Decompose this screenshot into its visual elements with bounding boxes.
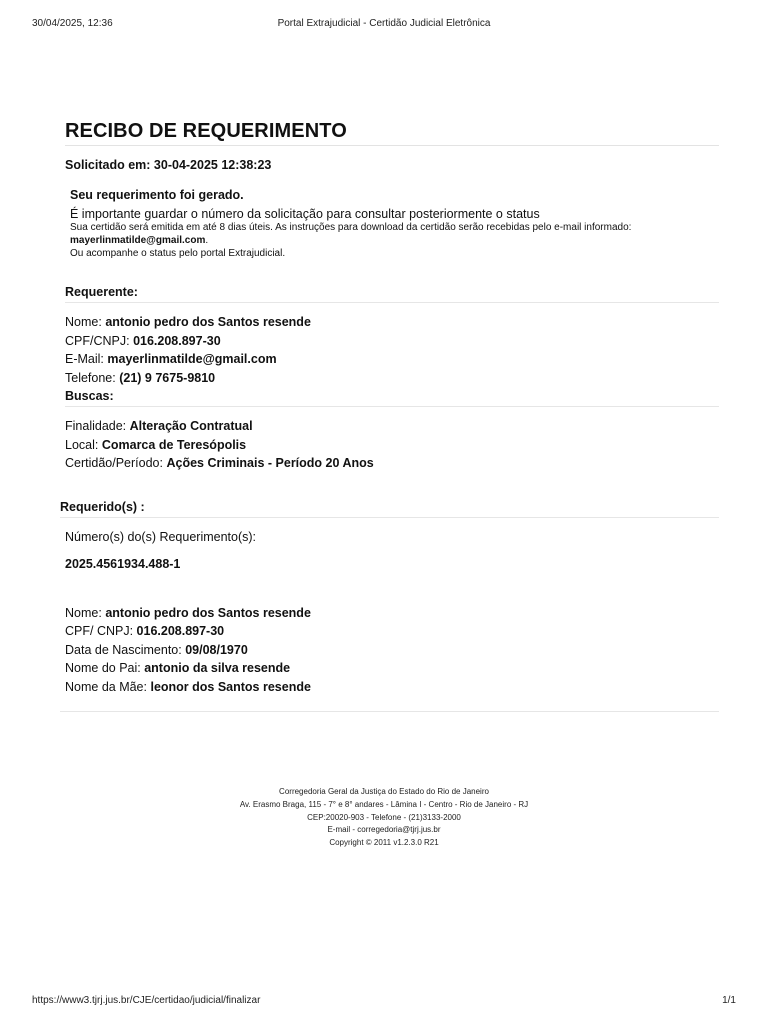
- requerente-email: [65, 350, 719, 369]
- requerido-mother: [65, 678, 719, 697]
- buscas-fields: [65, 417, 719, 473]
- requerente-name: [65, 313, 719, 332]
- requerente-fields: [65, 313, 719, 387]
- field-label: Finalidade:: [65, 419, 127, 433]
- field-value: antonio pedro dos Santos resende: [105, 315, 311, 329]
- buscas-section: [65, 389, 719, 473]
- buscas-heading: Buscas:: [65, 389, 719, 407]
- issue-text: Sua certidão será emitida em até 8 dias úteis. As instruções para download da certidão serão recebidas pelo e-mail informado:: [70, 222, 632, 233]
- issue-email-end: .: [205, 235, 209, 246]
- requerente-cpf: [65, 332, 719, 351]
- footer-cep-phone: CEP:20020-903 - Telefone - (21)3133-2000: [307, 812, 461, 822]
- footer-email: E-mail - corregedoria@tjrj.jus.br: [327, 825, 441, 835]
- print-footer: [32, 995, 736, 1007]
- print-page-number: 1/1: [722, 995, 736, 1006]
- footer-copyright: Copyright © 2011 v1.2.3.0 R21: [329, 838, 439, 848]
- field-label: Certidão/Período:: [65, 456, 163, 470]
- important-message: É importante guardar o número da solicitação para consultar posteriormente o status: [70, 207, 540, 221]
- field-value: antonio pedro dos Santos resende: [105, 605, 311, 620]
- requested-value: 30-04-2025 12:38:23: [153, 158, 272, 172]
- request-number: 2025.4561934.488-1: [65, 556, 181, 571]
- requerido-name: [65, 604, 719, 623]
- requerente-heading: Requerente:: [65, 285, 719, 303]
- field-value: 09/08/1970: [185, 642, 248, 657]
- field-label: E-Mail:: [65, 352, 104, 366]
- field-label: Telefone:: [65, 370, 116, 385]
- field-label: Data de Nascimento:: [65, 642, 182, 657]
- field-value: antonio da silva resende: [144, 661, 291, 675]
- print-url: https://www3.tjrj.jus.br/CJE/certidao/judicial/finalizar: [32, 995, 261, 1006]
- requerido-fields: [65, 604, 719, 697]
- field-value: leonor dos Santos resende: [150, 679, 311, 694]
- field-value: Ações Criminais - Período 20 Anos: [166, 456, 374, 470]
- page-title: RECIBO DE REQUERIMENTO: [65, 120, 719, 146]
- field-value: Comarca de Teresópolis: [101, 437, 247, 452]
- requerido-cpf: [65, 622, 719, 641]
- requerente-phone: [65, 369, 719, 388]
- generated-message: Seu requerimento foi gerado.: [70, 188, 244, 202]
- field-label: CPF/ CNPJ:: [65, 624, 134, 638]
- field-label: Nome da Mãe:: [65, 679, 147, 694]
- field-value: Alteração Contratual: [129, 419, 253, 433]
- field-value: (21) 9 7675-9810: [119, 370, 216, 385]
- field-value: mayerlinmatilde@gmail.com: [107, 352, 277, 366]
- print-page-title: Portal Extrajudicial - Certidão Judicial Eletrônica: [277, 18, 491, 29]
- requested-at: [65, 158, 719, 172]
- requerente-section: [65, 285, 719, 387]
- track-message: Ou acompanhe o status pelo portal Extrajudicial.: [70, 248, 286, 259]
- field-value: 016.208.897-30: [136, 624, 225, 638]
- receipt-document: [60, 120, 719, 712]
- print-datetime: 30/04/2025, 12:36: [32, 18, 113, 29]
- requerido-section: [60, 500, 719, 713]
- buscas-local: [65, 436, 719, 455]
- footer-address: Av. Erasmo Braga, 115 - 7° e 8° andares - Lâmina I - Centro - Rio de Janeiro - RJ: [239, 799, 529, 809]
- request-numbers-label: Número(s) do(s) Requerimento(s):: [65, 529, 257, 544]
- requested-label: Solicitado em:: [65, 158, 151, 172]
- issue-email: mayerlinmatilde@gmail.com: [70, 235, 206, 246]
- field-label: Nome:: [65, 315, 102, 329]
- requerido-heading: Requerido(s) :: [60, 500, 719, 518]
- buscas-periodo: [65, 454, 719, 473]
- field-label: Local:: [65, 437, 99, 452]
- buscas-finalidade: [65, 417, 719, 436]
- print-header: [32, 18, 736, 30]
- field-value: 016.208.897-30: [133, 333, 221, 348]
- field-label: Nome do Pai:: [65, 661, 141, 675]
- requerido-father: [65, 659, 719, 678]
- divider: [60, 711, 719, 712]
- requerido-birthdate: [65, 641, 719, 660]
- status-notice: [70, 188, 719, 260]
- requerido-block: [60, 530, 719, 713]
- field-label: CPF/CNPJ:: [65, 333, 130, 348]
- field-label: Nome:: [65, 605, 102, 620]
- footer-institution: Corregedoria Geral da Justiça do Estado do Rio de Janeiro: [279, 787, 489, 796]
- institution-footer: [0, 786, 768, 850]
- issue-message: [70, 221, 719, 247]
